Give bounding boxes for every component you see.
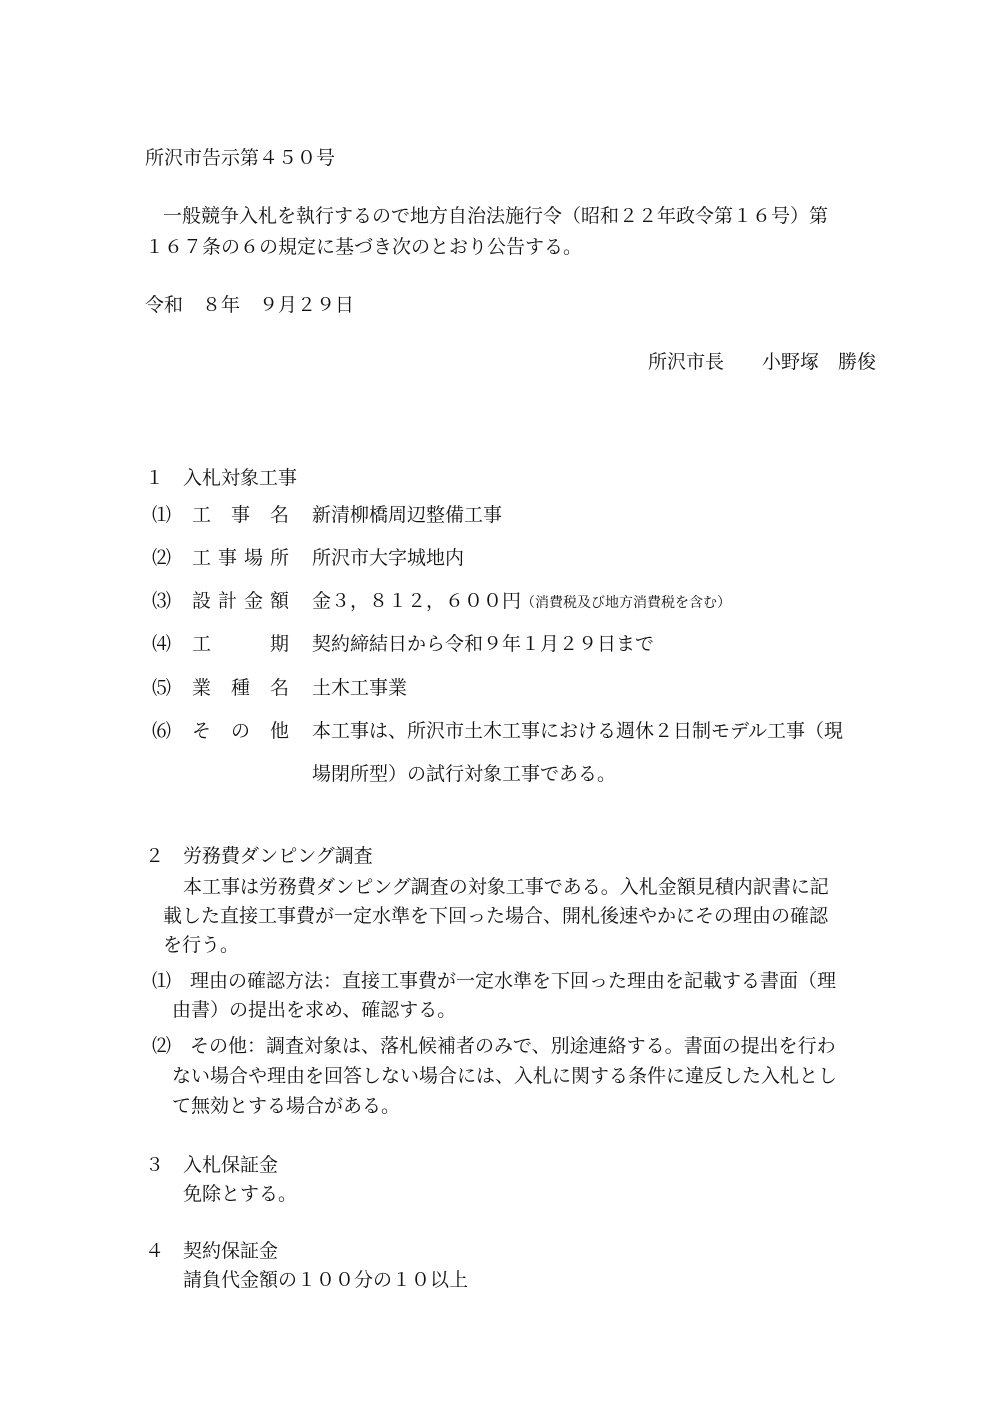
- item-6-label-char: そ: [192, 720, 212, 742]
- item-2-label-char: 工: [192, 547, 212, 569]
- item-1-label-char: 事: [231, 504, 251, 526]
- design-amount: 金３，８１２，６００円: [312, 590, 522, 612]
- section-2-heading: ２ 労務費ダンピング調査: [145, 845, 373, 867]
- item-5-value: 土木工事業: [312, 677, 408, 699]
- item-3-label-char: 設: [192, 590, 212, 612]
- item-2-label-char: 事: [218, 547, 238, 569]
- section-4-heading: ４ 契約保証金: [145, 1240, 279, 1262]
- section-2-sub2-line: て無効とする場合がある。: [172, 1095, 401, 1117]
- section-4-body: 請負代金額の１００分の１０以上: [183, 1269, 469, 1291]
- section-2-sub2-line: ない場合や理由を回答しない場合には、入札に関する条件に違反した入札とし: [172, 1065, 838, 1087]
- section-3-heading: ３ 入札保証金: [145, 1154, 279, 1176]
- section-2-sub2-line: ⑵ その他：調査対象は、落札候補者のみで、別途連絡する。書面の提出を行わ: [152, 1035, 836, 1057]
- section-2-body-line: を行う。: [163, 934, 240, 956]
- item-1-value: 新清柳橋周辺整備工事: [312, 504, 503, 526]
- notice-number: 所沢市告示第４５０号: [145, 147, 336, 169]
- item-6-value-continued: 場閉所型）の試行対象工事である。: [312, 763, 617, 785]
- preamble-line-1: 一般競争入札を執行するので地方自治法施行令（昭和２２年政令第１６号）第: [163, 205, 829, 227]
- item-1-label-char: 名: [270, 504, 290, 526]
- item-4-label-char: 工: [192, 633, 212, 655]
- preamble-line-2: １６７条の６の規定に基づき次のとおり公告する。: [145, 236, 583, 258]
- section-2-body-line: 載した直接工事費が一定水準を下回った場合、開札後速やかにその理由の確認: [163, 905, 829, 927]
- item-3-index: ⑶: [152, 590, 172, 612]
- item-5-index: ⑸: [152, 677, 172, 699]
- item-3-value: [312, 589, 731, 615]
- item-3-label-char: 計: [218, 590, 238, 612]
- item-6-index: ⑹: [152, 720, 172, 742]
- item-6-label-char: の: [231, 720, 251, 742]
- section-3-body: 免除とする。: [183, 1183, 298, 1205]
- item-5-label-char: 業: [192, 677, 212, 699]
- item-2-value: 所沢市大字城地内: [312, 547, 465, 569]
- item-1-index: ⑴: [152, 504, 172, 526]
- item-5-label-char: 種: [231, 677, 251, 699]
- item-3-label-char: 金: [244, 590, 264, 612]
- item-4-value: 契約締結日から令和９年１月２９日まで: [312, 633, 655, 655]
- item-2-label-char: 所: [270, 547, 290, 569]
- section-2-body-line: 本工事は労務費ダンピング調査の対象工事である。入札金額見積内訳書に記: [183, 876, 829, 898]
- notice-date: 令和 ８年 ９月２９日: [145, 294, 355, 316]
- item-4-index: ⑷: [152, 633, 172, 655]
- section-1-heading: １ 入札対象工事: [145, 467, 298, 489]
- item-6-label-char: 他: [270, 720, 290, 742]
- item-2-index: ⑵: [152, 547, 172, 569]
- item-6-value: 本工事は、所沢市土木工事における週休２日制モデル工事（現: [312, 720, 844, 742]
- item-1-label-char: 工: [192, 504, 212, 526]
- item-3-label-char: 額: [270, 590, 290, 612]
- item-5-label-char: 名: [270, 677, 290, 699]
- item-2-label-char: 場: [244, 547, 264, 569]
- section-2-sub1-line: ⑴ 理由の確認方法：直接工事費が一定水準を下回った理由を記載する書面（理: [152, 970, 837, 992]
- signatory: 所沢市長 小野塚 勝俊: [647, 351, 876, 373]
- section-2-sub1-line: 由書）の提出を求め、確認する。: [172, 999, 457, 1021]
- item-4-label-char: 期: [270, 633, 290, 655]
- tax-note: （消費税及び地方消費税を含む）: [521, 595, 732, 611]
